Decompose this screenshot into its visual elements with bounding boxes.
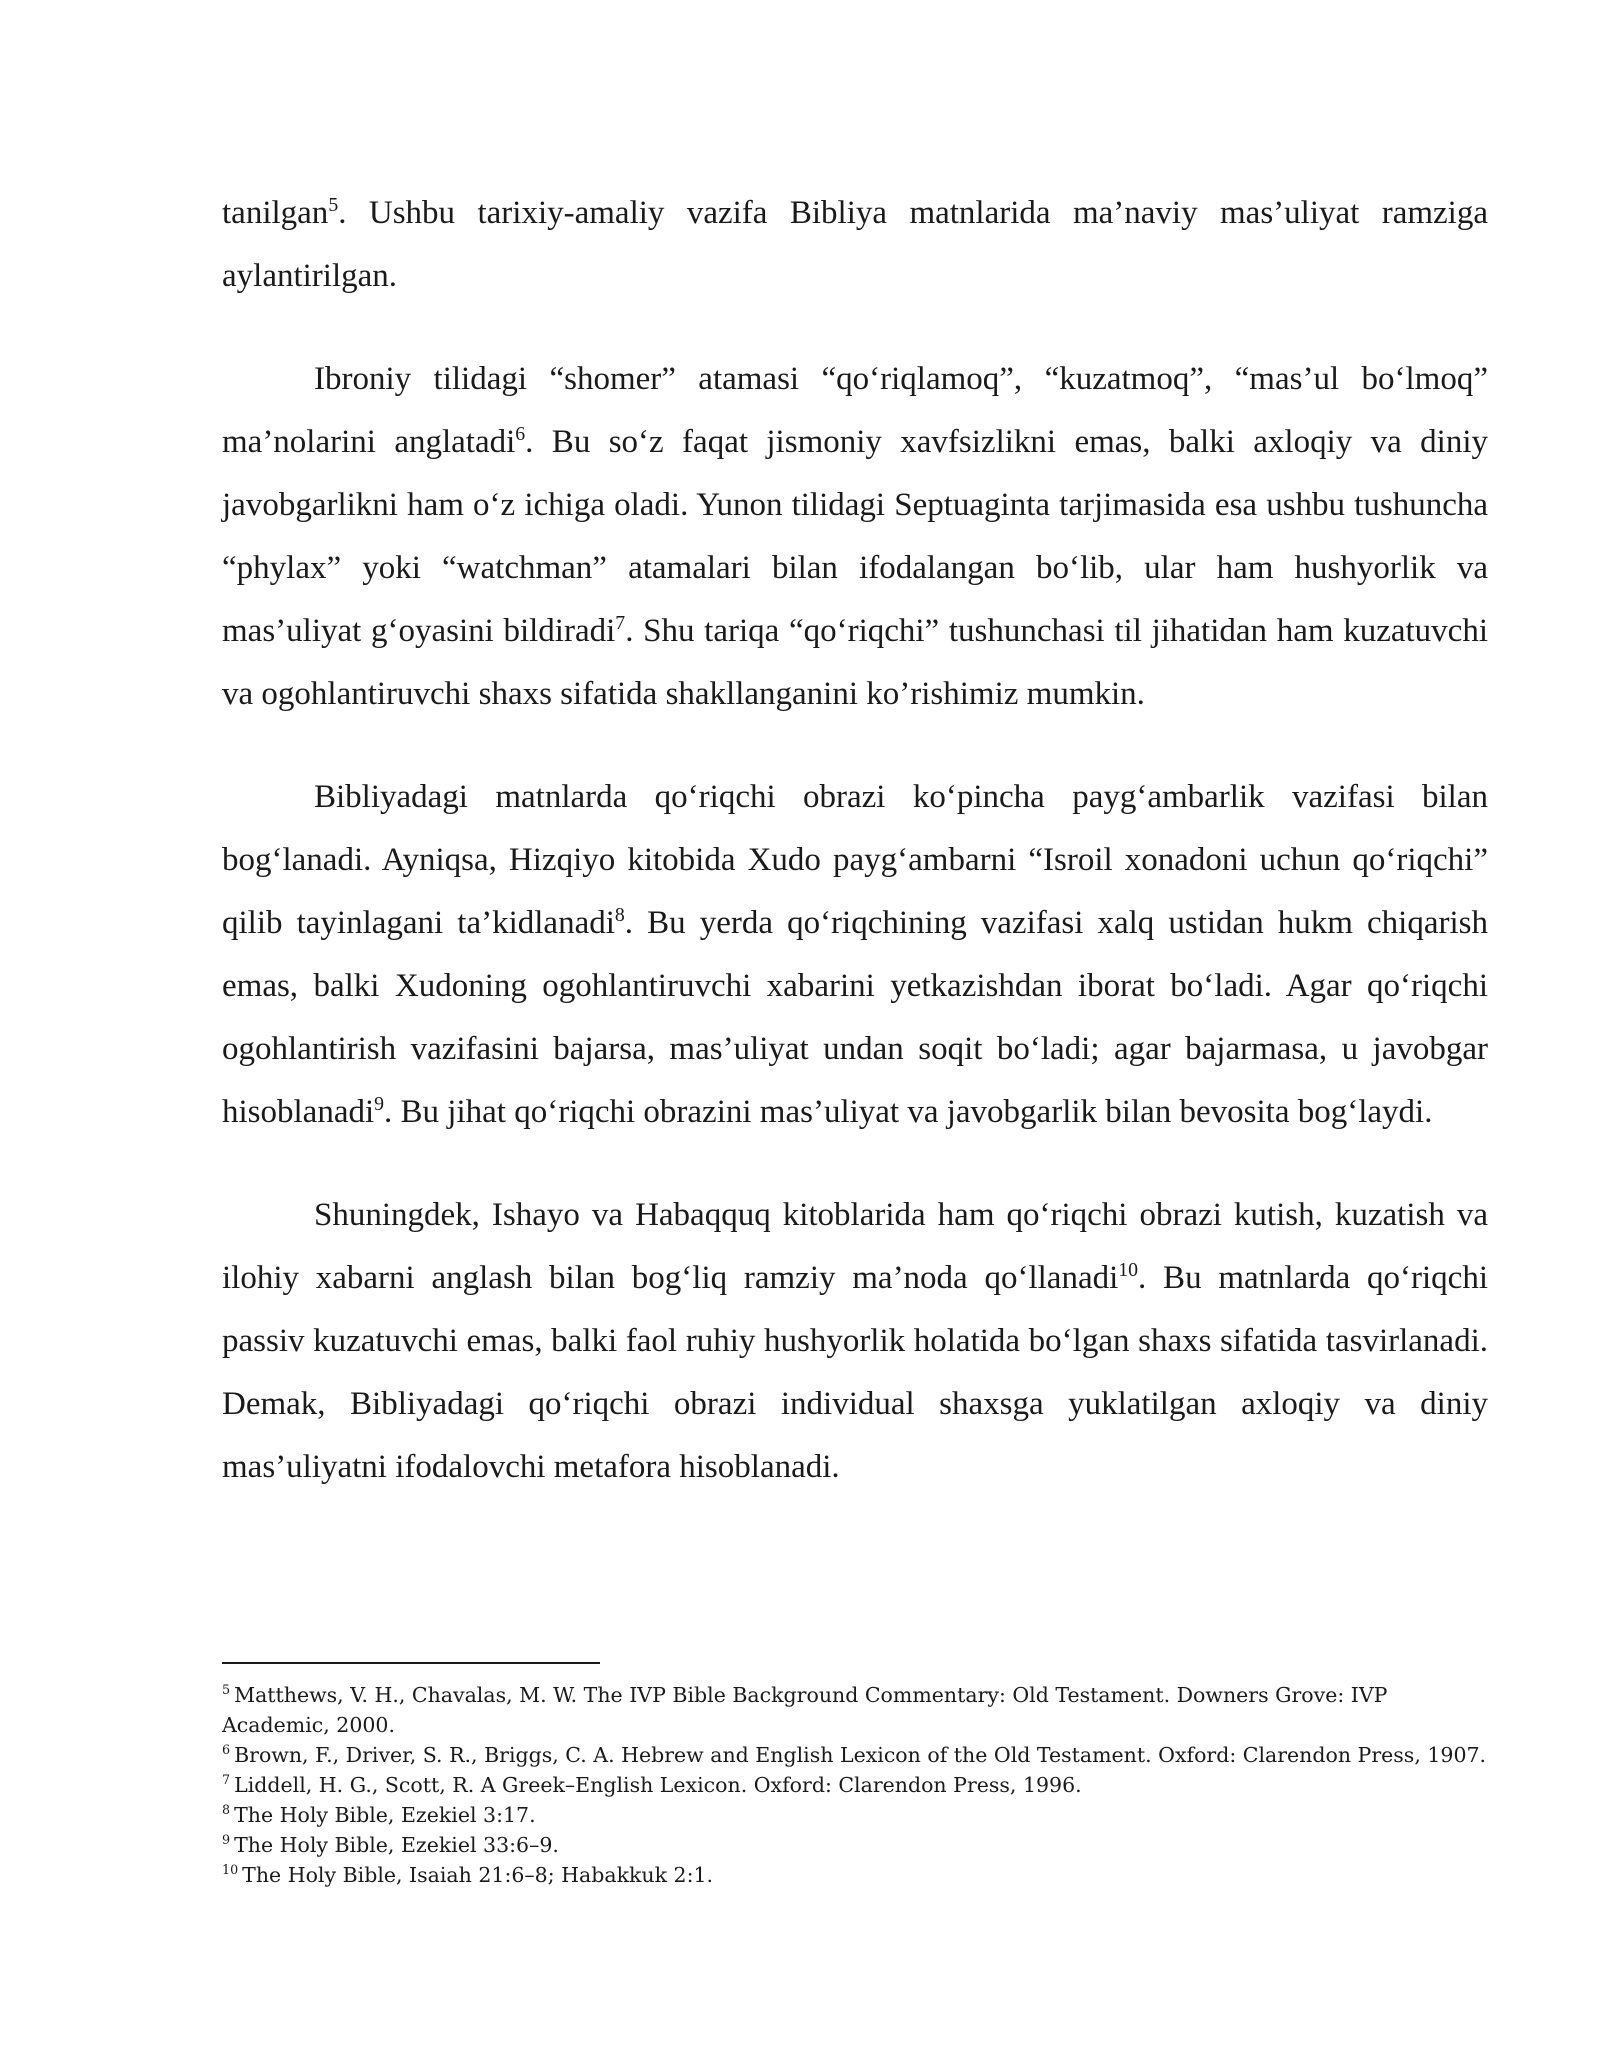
footnote-ref-10[interactable]: 10 (1118, 1259, 1139, 1281)
body-text (222, 182, 1488, 1539)
footnote-number: 8 (222, 1802, 231, 1818)
footnote-number: 7 (222, 1772, 231, 1788)
paragraph-1 (222, 182, 1488, 308)
footnote-7 (222, 1770, 1488, 1800)
footnote-text: The Holy Bible, Ezekiel 33:6–9. (234, 1833, 559, 1857)
paragraph-3 (222, 766, 1488, 1144)
paragraph-text: . Bu matnlarda qo‘riqchi passiv kuzatuvchi emas, balki faol ruhiy hushyorlik holatida bo‘lgan shaxs sifatida tasvirlanadi. Demak, Bibliyadagi qo‘riqchi obrazi individual shaxsga yuklatilgan axloqiy va diniy mas’uliyatni ifodalovchi metafora hisoblanadi. (222, 1260, 1488, 1485)
footnote-ref-8[interactable]: 8 (614, 904, 625, 926)
footnote-number: 6 (222, 1742, 231, 1758)
footnote-8 (222, 1800, 1488, 1830)
footnote-ref-6[interactable]: 6 (515, 423, 526, 445)
footnote-text: The Holy Bible, Ezekiel 3:17. (234, 1803, 536, 1827)
paragraph-text: Shuningdek, Ishayo va Habaqquq kitoblarida ham qo‘riqchi obrazi kutish, kuzatish va ilohiy xabarni anglash bilan bog‘liq ramziy ma’noda qo‘llanadi (222, 1197, 1488, 1296)
footnote-6 (222, 1740, 1488, 1770)
footnote-separator (222, 1662, 600, 1664)
footnote-number: 5 (222, 1682, 231, 1698)
footnote-text: Liddell, H. G., Scott, R. A Greek–English Lexicon. Oxford: Clarendon Press, 1996. (234, 1773, 1082, 1797)
footnote-text: Brown, F., Driver, S. R., Briggs, C. A. Hebrew and English Lexicon of the Old Testament. Oxford: Clarendon Press, 1907. (234, 1743, 1487, 1767)
paragraph-text: Bibliyadagi matnlarda qo‘riqchi obrazi ko‘pincha payg‘ambarlik vazifasi bilan bog‘lanadi. Ayniqsa, Hizqiyo kitobida Xudo payg‘ambarni “Isroil xonadoni uchun qo‘riqchi” qilib tayinlagani ta’kidlanadi (222, 779, 1488, 941)
footnote-9 (222, 1830, 1488, 1860)
paragraph-text: Ibroniy tilidagi “shomer” atamasi “qo‘riqlamoq”, “kuzatmoq”, “mas’ul bo‘lmoq” ma’nolarini anglatadi (222, 361, 1488, 460)
footnote-ref-5[interactable]: 5 (328, 194, 339, 216)
footnote-10 (222, 1860, 1488, 1890)
paragraph-text: . Bu jihat qo‘riqchi obrazini mas’uliyat va javobgarlik bilan bevosita bog‘laydi. (384, 1094, 1433, 1130)
footnote-ref-9[interactable]: 9 (374, 1093, 385, 1115)
paragraph-text: . Bu yerda qo‘riqchining vazifasi xalq ustidan hukm chiqarish emas, balki Xudoning ogohlantiruvchi xabarini yetkazishdan iborat bo‘ladi. Agar qo‘riqchi ogohlantirish vazifasini bajarsa, mas’uliyat undan soqit bo‘ladi; agar bajarmasa, u javobgar hisoblanadi (222, 905, 1488, 1130)
footnote-text: Matthews, V. H., Chavalas, M. W. The IVP Bible Background Commentary: Old Testament. Downers Grove: IVP Academic, 2000. (222, 1683, 1388, 1737)
footnote-ref-7[interactable]: 7 (615, 612, 626, 634)
footnotes-section (222, 1662, 1488, 1890)
paragraph-text: tanilgan (222, 195, 329, 231)
paragraph-text: . Bu so‘z faqat jismoniy xavfsizlikni emas, balki axloqiy va diniy javobgarlikni ham o‘z ichiga oladi. Yunon tilidagi Septuaginta tarjimasida esa ushbu tushuncha “phylax” yoki “watchman” atamalari bilan ifodalangan bo‘lib, ular ham hushyorlik va mas’uliyat g‘oyasini bildiradi (222, 424, 1488, 649)
footnote-number: 10 (222, 1862, 239, 1878)
footnote-text: The Holy Bible, Isaiah 21:6–8; Habakkuk 2:1. (242, 1863, 714, 1887)
paragraph-text: . Shu tariqa “qo‘riqchi” tushunchasi til jihatidan ham kuzatuvchi va ogohlantiruvchi shaxs sifatida shakllanganini ko’rishimiz mumkin. (222, 613, 1488, 712)
footnote-number: 9 (222, 1832, 231, 1848)
paragraph-text: . Ushbu tarixiy-amaliy vazifa Bibliya matnlarida ma’naviy mas’uliyat ramziga aylantirilgan. (222, 195, 1488, 294)
footnote-5 (222, 1680, 1488, 1740)
paragraph-4 (222, 1184, 1488, 1499)
paragraph-2 (222, 348, 1488, 726)
